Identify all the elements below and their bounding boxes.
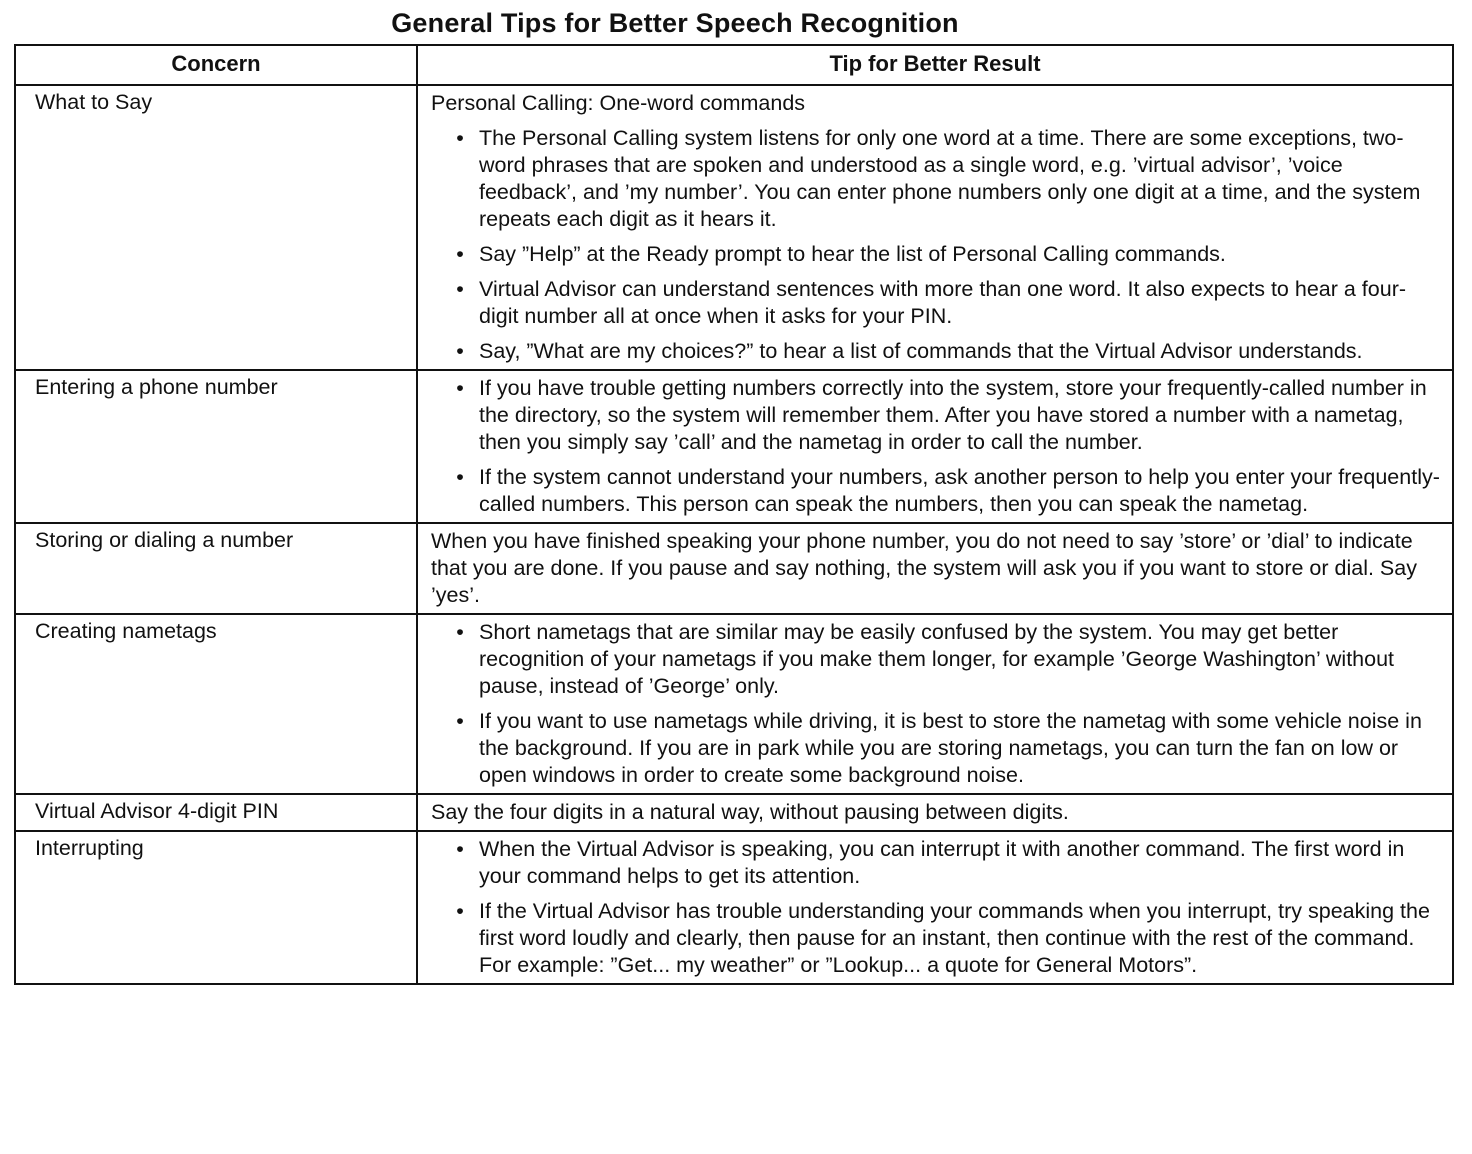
concern-cell: Storing or dialing a number <box>15 523 417 614</box>
table-row <box>15 831 1453 984</box>
concern-cell: Creating nametags <box>15 614 417 794</box>
tip-cell: Say the four digits in a natural way, without pausing between digits. <box>417 794 1453 831</box>
column-header-concern: Concern <box>15 45 417 85</box>
table-row <box>15 614 1453 794</box>
tips-table <box>14 44 1454 985</box>
tip-cell <box>417 370 1453 523</box>
tip-intro: Personal Calling: One-word commands <box>431 91 806 115</box>
header-row <box>15 45 1453 85</box>
list-item <box>431 898 1442 979</box>
bullet-icon: • <box>456 709 464 733</box>
bullet-text: Short nametags that are similar may be easily confused by the system. You may get better recognition of your nametags if you make them longer, for example ’George Washington’ without pause, instead of ’George’ only. <box>479 620 1395 698</box>
bullet-icon: • <box>456 620 464 644</box>
bullet-icon: • <box>456 126 464 150</box>
list-item <box>431 619 1442 700</box>
bullet-text: Virtual Advisor can understand sentences with more than one word. It also expects to hear a four-digit number all at once when it asks for your PIN. <box>479 277 1407 328</box>
column-header-tip: Tip for Better Result <box>417 45 1453 85</box>
bullet-icon: • <box>456 899 464 923</box>
bullet-text: Say ”Help” at the Ready prompt to hear the list of Personal Calling commands. <box>479 242 1226 266</box>
tip-cell <box>417 831 1453 984</box>
page-title: General Tips for Better Speech Recognition <box>391 8 959 38</box>
bullet-text: If you want to use nametags while driving, it is best to store the nametag with some vehicle noise in the background. If you are in park while you are storing nametags, you can turn the fan on low or open windows in order to create some background noise. <box>479 709 1422 787</box>
table-row <box>15 85 1453 370</box>
bullet-icon: • <box>456 339 464 363</box>
list-item <box>431 464 1442 518</box>
bullet-icon: • <box>456 277 464 301</box>
list-item <box>431 836 1442 890</box>
bullet-list <box>431 375 1442 518</box>
bullet-icon: • <box>456 837 464 861</box>
list-item <box>431 708 1442 789</box>
table-row <box>15 523 1453 614</box>
bullet-list <box>431 836 1442 979</box>
bullet-icon: • <box>456 376 464 400</box>
tip-cell <box>417 614 1453 794</box>
bullet-icon: • <box>456 465 464 489</box>
list-item <box>431 125 1442 233</box>
concern-cell: Entering a phone number <box>15 370 417 523</box>
list-item <box>431 241 1442 268</box>
concern-cell: Interrupting <box>15 831 417 984</box>
list-item <box>431 375 1442 456</box>
bullet-text: If the Virtual Advisor has trouble understanding your commands when you interrupt, try speaking the first word loudly and clearly, then pause for an instant, then continue with the rest of the command. For example: ”Get... my weather” or ”Lookup... a quote for General Motors”. <box>479 899 1430 977</box>
table-row <box>15 370 1453 523</box>
concern-cell: What to Say <box>15 85 417 370</box>
concern-cell: Virtual Advisor 4-digit PIN <box>15 794 417 831</box>
bullet-text: Say, ”What are my choices?” to hear a list of commands that the Virtual Advisor understands. <box>479 339 1363 363</box>
bullet-icon: • <box>456 242 464 266</box>
tip-cell: When you have finished speaking your phone number, you do not need to say ’store’ or ’dial’ to indicate that you are done. If you pause and say nothing, the system will ask you if you want to store or dial. Say ’yes’. <box>417 523 1453 614</box>
bullet-text: The Personal Calling system listens for only one word at a time. There are some exceptions, two-word phrases that are spoken and understood as a single word, e.g. ’virtual advisor’, ’voice feedback’, and ’my number’. You can enter phone numbers only one digit at a time, and the system repeats each digit as it hears it. <box>479 126 1421 231</box>
table-row <box>15 794 1453 831</box>
bullet-list <box>431 125 1442 365</box>
bullet-text: If you have trouble getting numbers correctly into the system, store your frequently-called number in the directory, so the system will remember them. After you have stored a number with a nametag, then you simply say ’call’ and the nametag in order to call the number. <box>479 376 1427 454</box>
tip-cell <box>417 85 1453 370</box>
list-item <box>431 276 1442 330</box>
bullet-text: If the system cannot understand your numbers, ask another person to help you enter your frequently-called numbers. This person can speak the numbers, then you can speak the nametag. <box>479 465 1440 516</box>
bullet-list <box>431 619 1442 789</box>
list-item <box>431 338 1442 365</box>
bullet-text: When the Virtual Advisor is speaking, you can interrupt it with another command. The first word in your command helps to get its attention. <box>479 837 1405 888</box>
